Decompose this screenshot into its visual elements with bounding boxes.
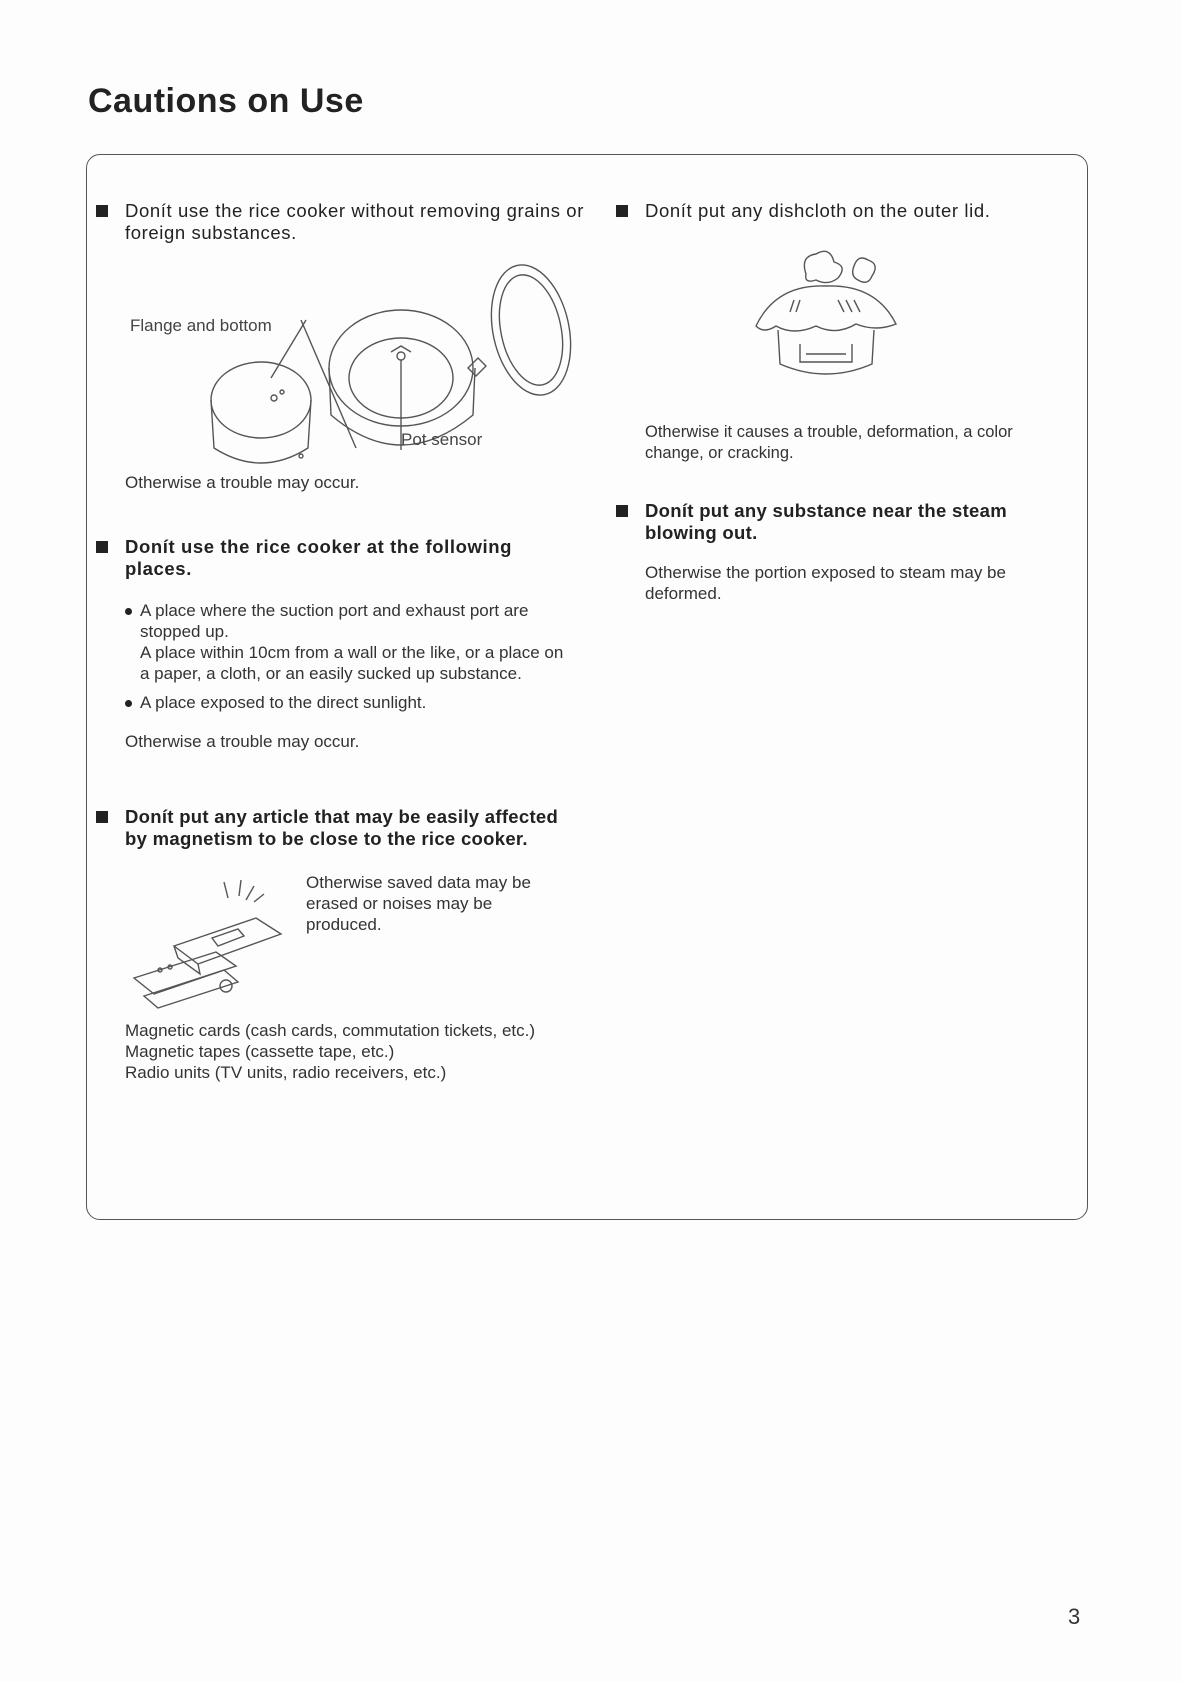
caution-heading: Donít put any dishcloth on the outer lid. <box>616 200 1076 222</box>
left-column <box>96 200 584 1082</box>
list-item: Magnetic tapes (cassette tape, etc.) <box>125 1042 395 1061</box>
caution-steam <box>616 500 1076 604</box>
round-bullet-icon <box>125 700 132 707</box>
flange-bottom-label: Flange and bottom <box>130 316 272 335</box>
square-bullet-icon <box>96 541 108 553</box>
list-item: Radio units (TV units, radio receivers, etc.) <box>125 1063 447 1082</box>
caution-heading: Donít use the rice cooker at the following places. <box>96 536 566 580</box>
square-bullet-icon <box>616 505 628 517</box>
round-bullet-icon <box>125 608 132 615</box>
result-text: Otherwise the portion exposed to steam may be deformed. <box>645 563 1006 603</box>
square-bullet-icon <box>96 205 108 217</box>
caution-magnetism <box>96 806 566 850</box>
places-list <box>96 600 566 713</box>
result-text: Otherwise it causes a trouble, deformation, a color change, or cracking. <box>645 423 1013 462</box>
magnetic-items-illustration <box>126 874 306 1024</box>
inner-pot-illustration <box>206 260 606 490</box>
list-item: A place where the suction port and exhaust port are stopped up. A place within 10cm from a wall or the like, or a place on a paper, a cloth, or an easily sucked up substance. <box>125 600 566 684</box>
caution-heading: Donít put any article that may be easily affected by magnetism to be close to the rice cooker. <box>96 806 566 850</box>
square-bullet-icon <box>616 205 628 217</box>
result-text: Otherwise a trouble may occur. <box>125 473 360 492</box>
dishcloth-lid-illustration <box>736 244 916 404</box>
side-note-text: Otherwise saved data may be erased or noises may be produced. <box>306 873 531 934</box>
square-bullet-icon <box>96 811 108 823</box>
caution-places <box>96 536 566 752</box>
pot-sensor-label: Pot sensor <box>401 430 483 449</box>
caution-dishcloth <box>616 200 1076 222</box>
caution-heading: Donít use the rice cooker without removing grains or foreign substances. <box>96 200 595 244</box>
caution-heading: Donít put any substance near the steam blowing out. <box>616 500 1076 544</box>
right-column <box>616 200 1076 603</box>
list-item: A place exposed to the direct sunlight. <box>125 692 566 713</box>
result-text: Otherwise a trouble may occur. <box>125 732 360 751</box>
page-title: Cautions on Use <box>88 82 364 120</box>
list-item: Magnetic cards (cash cards, commutation tickets, etc.) <box>125 1021 536 1040</box>
magnetic-items-list <box>96 1020 566 1083</box>
caution-foreign-substances <box>96 200 584 244</box>
page-number: 3 <box>1068 1604 1081 1629</box>
